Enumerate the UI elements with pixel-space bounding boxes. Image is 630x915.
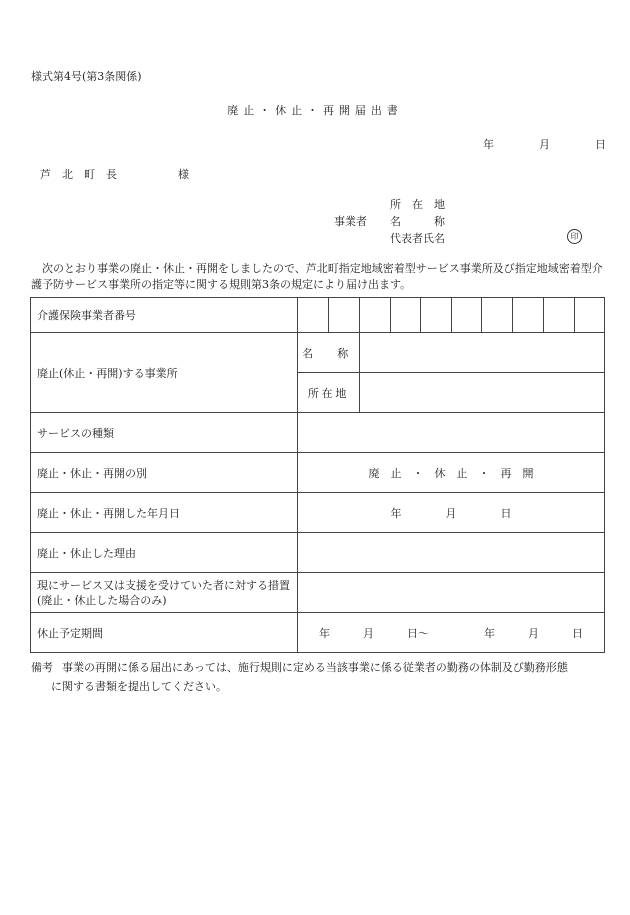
applicant-label: 事業者 [334, 215, 367, 228]
declaration-text: 次のとおり事業の廃止・休止・再開をしましたので、芦北町指定地域密着型サービス事業所及び指定地域密着型介護予防サービス事業所の指定等に関する規則第3条の規定により届け出ます。 [31, 262, 603, 291]
row-label: 休止予定期間 [31, 613, 298, 653]
row-label: 現にサービス又は支援を受けていた者に対する措置(廃止・休止した場合のみ) [31, 573, 298, 613]
row-label: 介護保険事業者番号 [31, 298, 298, 333]
table-row [31, 573, 605, 613]
office-address-label: 所在地 [298, 373, 360, 413]
digit-cell[interactable] [575, 298, 605, 333]
document-title: 廃止・休止・再開届出書 [227, 104, 403, 117]
form-number: 様式第4号(第3条関係) [31, 70, 142, 83]
applicant-address-label: 所 在 地 [390, 198, 445, 211]
date-month: 月 [539, 138, 550, 151]
notification-form-table [30, 297, 605, 653]
remarks-text-line2: に関する書類を提出してください。 [51, 680, 227, 693]
digit-cell[interactable] [360, 298, 391, 333]
status-choice[interactable]: 廃 止 ・ 休 止 ・ 再 開 [298, 453, 605, 493]
addressee-name: 芦 北 町 長 [40, 168, 117, 181]
measures-field[interactable] [298, 573, 605, 613]
date-line [483, 136, 606, 152]
remarks-label: 備考 [31, 661, 53, 674]
office-name-field[interactable] [360, 333, 605, 373]
digit-cell[interactable] [298, 298, 329, 333]
digit-cell[interactable] [452, 298, 482, 333]
digit-cell[interactable] [482, 298, 513, 333]
digit-cell[interactable] [421, 298, 452, 333]
row-label: 廃止・休止・再開した年月日 [31, 493, 298, 533]
table-row [31, 453, 605, 493]
applicant-representative-label: 代表者氏名 [390, 232, 445, 245]
table-row [31, 298, 605, 333]
remarks [31, 658, 611, 696]
digit-cell[interactable] [544, 298, 575, 333]
remarks-text-line1: 事業の再開に係る届出にあっては、施行規則に定める当該事業に係る従業者の勤務の体制及び勤務形態 [62, 661, 568, 674]
seal-icon: 印 [567, 229, 582, 244]
table-row [31, 533, 605, 573]
applicant-fields [390, 196, 445, 247]
addressee [40, 166, 189, 182]
suspension-period-field[interactable]: 年 月 日〜 年 月 日 [298, 613, 605, 653]
table-row [31, 413, 605, 453]
table-row [31, 333, 605, 373]
digit-cell[interactable] [329, 298, 360, 333]
table-row [31, 493, 605, 533]
service-type-field[interactable] [298, 413, 605, 453]
office-name-label: 名 称 [298, 333, 360, 373]
row-label: 廃止(休止・再開)する事業所 [31, 333, 298, 413]
status-date-field[interactable]: 年 月 日 [298, 493, 605, 533]
addressee-honorific: 様 [178, 168, 189, 181]
date-year: 年 [483, 138, 494, 151]
row-label: サービスの種類 [31, 413, 298, 453]
date-day: 日 [595, 138, 606, 151]
office-address-field[interactable] [360, 373, 605, 413]
row-label: 廃止・休止した理由 [31, 533, 298, 573]
reason-field[interactable] [298, 533, 605, 573]
digit-cell[interactable] [391, 298, 421, 333]
digit-cell[interactable] [513, 298, 544, 333]
applicant-name-label: 名 称 [390, 215, 445, 228]
table-row [31, 613, 605, 653]
row-label: 廃止・休止・再開の別 [31, 453, 298, 493]
